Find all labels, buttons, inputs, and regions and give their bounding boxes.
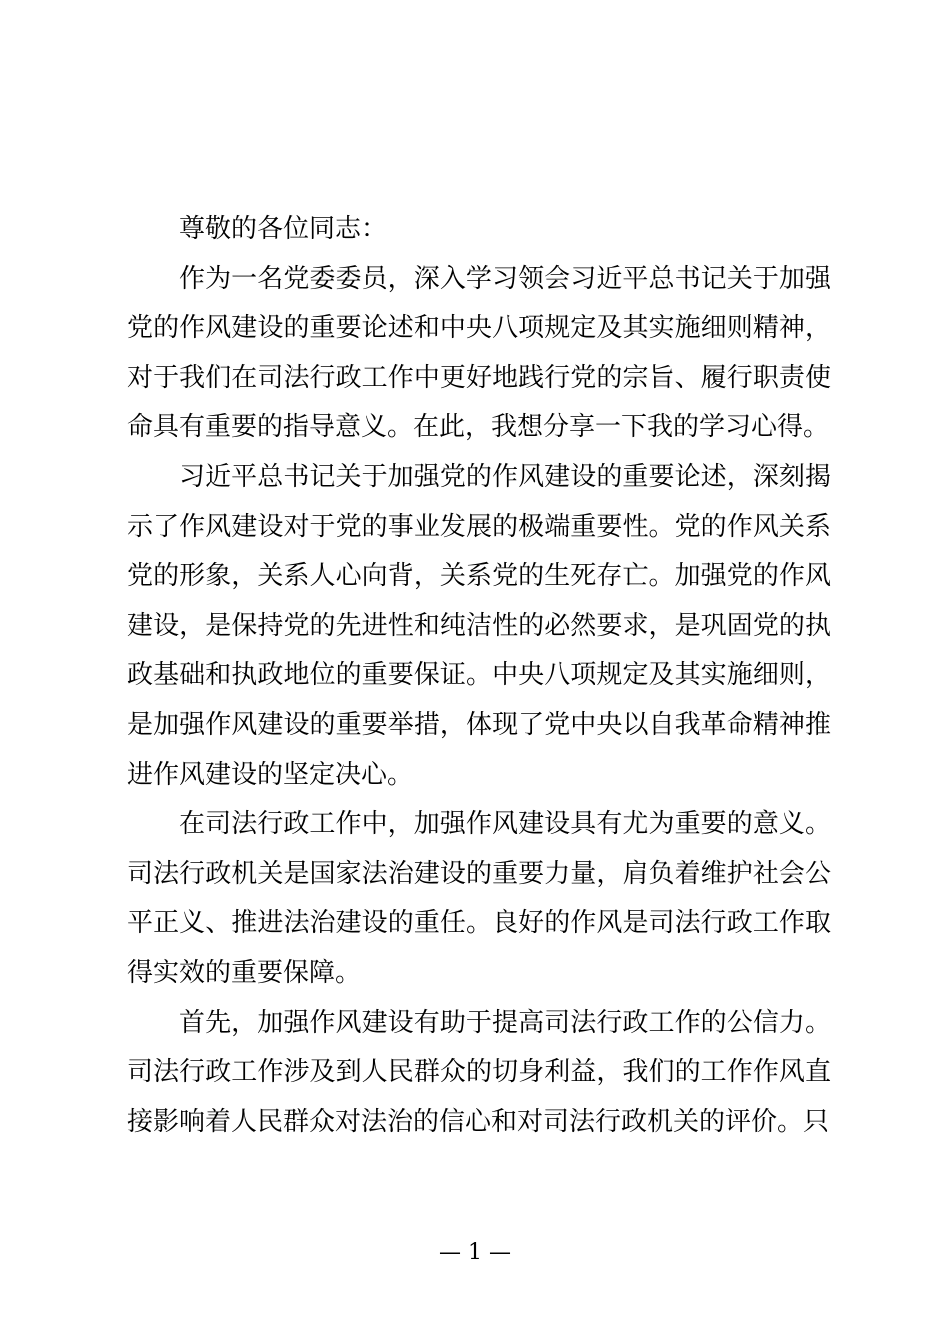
paragraph-intro: 作为一名党委委员，深入学习领会习近平总书记关于加强党的作风建设的重要论述和中央八项规定及其实施细则精神，对于我们在司法行政工作中更好地践行党的宗旨、履行职责使命具有重要的指导意义。在此，我想分享一下我的学习心得。 [127,263,831,443]
paragraph-judicial-admin: 在司法行政工作中，加强作风建设具有尤为重要的意义。司法行政机关是国家法治建设的重要力量，肩负着维护社会公平正义、推进法治建设的重任。良好的作风是司法行政工作取得实效的重要保障。 [127,809,831,988]
paragraph-first-point: 首先，加强作风建设有助于提高司法行政工作的公信力。司法行政工作涉及到人民群众的切身利益，我们的工作作风直接影响着人民群众对法治的信心和对司法行政机关的评价。只 [127,1007,831,1137]
document-body [127,205,831,1147]
salutation: 尊敬的各位同志： [179,214,388,244]
page-number: — 1 — [439,1240,511,1265]
paragraph-significance: 习近平总书记关于加强党的作风建设的重要论述，深刻揭示了作风建设对于党的事业发展的极端重要性。党的作风关系党的形象，关系人心向背，关系党的生死存亡。加强党的作风建设，是保持党的先进性和纯洁性的必然要求，是巩固党的执政基础和执政地位的重要保证。中央八项规定及其实施细则，是加强作风建设的重要举措，体现了党中央以自我革命精神推进作风建设的坚定决心。 [127,461,831,790]
